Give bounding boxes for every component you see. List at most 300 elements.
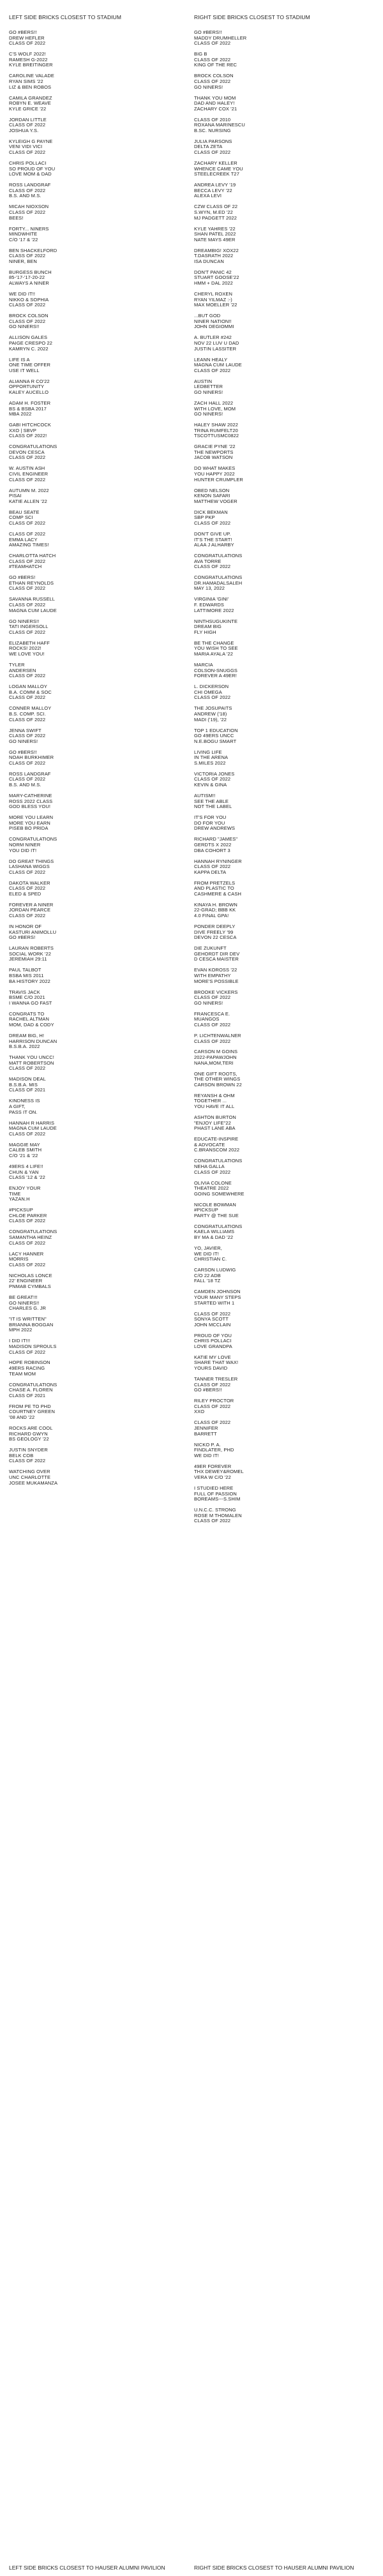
brick-line: COMP SCI: [9, 514, 33, 521]
brick-line: CLASS OF 2022: [9, 558, 46, 564]
brick-line: VERA W C/O '22: [194, 1474, 231, 1480]
brick-line: PROUD OF YOU: [194, 1332, 232, 1338]
brick-inscription: [9, 335, 181, 352]
brick-line: CLASS OF 2010: [194, 116, 231, 123]
brick-line: ZACH HALL 2022: [194, 400, 234, 406]
brick-line: ROBYN E. WEAVE: [9, 100, 51, 107]
brick-line: RICHARD "JAMES": [194, 836, 238, 842]
brick-inscription: [9, 248, 181, 265]
brick-line: LIVING LIFE: [194, 749, 222, 755]
brick-line: FOREVER A 49ER!: [194, 673, 237, 679]
brick-line: GO #BERS!!: [194, 29, 222, 35]
brick-line: LACY HANNER: [9, 1250, 44, 1257]
brick-inscription: [9, 1382, 181, 1399]
brick-inscription: [194, 1246, 373, 1262]
brick-inscription: [194, 881, 373, 897]
brick-line: COLSON-SNUGGS: [194, 667, 237, 673]
brick-line: TSCOTTUSMC0822: [194, 433, 239, 439]
brick-line: ZACHARY KELLER: [194, 160, 237, 167]
brick-line: SEE THE ABLE: [194, 798, 229, 804]
brick-line: NICKO P. A.: [194, 1441, 221, 1448]
brick-line: FORTY... NINERS: [9, 225, 49, 232]
brick-line: PISAI: [9, 493, 22, 499]
brick-inscription: [9, 30, 181, 47]
brick-line: CALEB SMITH: [9, 1147, 42, 1153]
brick-line: GABI HITCHCOCK: [9, 422, 51, 428]
brick-line: CLASS OF 2022: [9, 187, 46, 193]
brick-line: CHI OMEGA: [194, 689, 222, 695]
brick-line: KINDNESS IS: [9, 1098, 40, 1104]
brick-line: BROCK COLSON: [194, 73, 234, 79]
brick-line: CLASS OF 2022: [9, 585, 46, 592]
brick-line: CLASS OF 2022: [194, 149, 231, 156]
brick-line: MADI ('19), '22: [194, 716, 227, 723]
brick-line: GOD BLESS YOU!: [9, 804, 51, 810]
brick-inscription: [194, 1333, 373, 1350]
brick-line: LAURAN ROBERTS: [9, 945, 54, 952]
brick-line: BEN SHACKELFORD: [9, 247, 57, 253]
brick-line: WHENCE CAME YOU: [194, 165, 243, 172]
brick-inscription: [194, 1398, 373, 1415]
brick-inscription: [9, 1317, 181, 1333]
brick-line: CLASS OF 2022: [9, 629, 46, 635]
brick-inscription: [194, 859, 373, 876]
brick-line: GO NINERS!: [194, 1000, 223, 1006]
brick-line: MAY 13, 2022: [194, 585, 225, 592]
brick-line: PASS IT ON.: [9, 1109, 38, 1115]
brick-line: CLASS OF 2022: [9, 733, 46, 739]
brick-inscription: [194, 52, 373, 68]
brick-line: PAUL TALBOT: [9, 967, 41, 973]
brick-line: CLASS OF 2022: [194, 1038, 231, 1044]
brick-inscription: [194, 30, 373, 47]
brick-line: GO #BERS!: [9, 934, 36, 941]
brick-line: CZW CLASS OF 22: [194, 204, 238, 210]
brick-line: MINDWHITE: [9, 231, 38, 237]
brick-inscription: [194, 401, 373, 417]
brick-inscription: [194, 1508, 373, 1524]
brick-line: KATIE ALLEN '22: [9, 498, 47, 504]
brick-inscription: [9, 1186, 181, 1202]
brick-inscription: [9, 641, 181, 657]
brick-line: HANNAH RYNINGER: [194, 858, 242, 864]
brick-line: JOSHUA Y.S.: [9, 127, 39, 133]
brick-line: BEAU SEATE: [9, 509, 40, 515]
brick-line: 49ERS 4 LIFE!!: [9, 1163, 43, 1169]
brick-line: SBP PKP: [194, 514, 215, 521]
left-brick-list: [9, 30, 181, 1486]
brick-line: WE DID IT!: [194, 1250, 219, 1257]
brick-line: AUSTIN: [194, 378, 213, 384]
brick-line: LIFE IS A: [9, 356, 30, 363]
brick-inscription: [9, 357, 181, 374]
brick-line: DEVON CESCA: [9, 449, 45, 455]
brick-line: FROM PE TO PHD: [9, 1403, 51, 1409]
brick-line: CLASS OF 2022: [194, 694, 231, 701]
brick-line: BS GEOLOGY '22: [9, 1436, 49, 1442]
brick-inscription: [194, 1093, 373, 1110]
brick-line: ...BUT GOD: [194, 313, 221, 319]
brick-line: MADISON DEAL: [9, 1076, 46, 1082]
brick-line: GO NINERS!!: [9, 618, 40, 624]
brick-inscription: [9, 706, 181, 723]
brick-inscription: [9, 663, 181, 679]
brick-inscription: [194, 248, 373, 265]
brick-line: EDUCATE-INSPIRE: [194, 1136, 239, 1142]
brick-line: 22' ENGINEER: [9, 1278, 43, 1284]
brick-line: GOING SOMEWHERE: [194, 1190, 244, 1197]
brick-line: BROCK COLSON: [9, 313, 49, 319]
brick-line: OPPORTUNITY: [9, 384, 45, 390]
brick-inscription: [9, 1012, 181, 1028]
brick-line: SO PROUD OF YOU: [9, 165, 56, 172]
brick-inscription: [9, 946, 181, 962]
brick-line: THANK YOU UNCC!: [9, 1054, 54, 1061]
brick-line: I STUDIED HERE: [194, 1485, 234, 1491]
brick-line: CAROLINE VALADE: [9, 73, 54, 79]
brick-line: CLASS OF 2022: [9, 1218, 46, 1224]
brick-line: KYLE YAHRES '22: [194, 225, 236, 232]
brick-line: PNMAB CYMBALS: [9, 1283, 51, 1289]
brick-line: CLASS OF 2022: [9, 885, 46, 892]
brick-line: ROSS 2022 CLASS: [9, 798, 53, 804]
brick-line: FLY HIGH: [194, 629, 216, 635]
brick-line: THEATRE 2022: [194, 1185, 229, 1192]
brick-line: ANDREW ('18): [194, 710, 227, 717]
brick-line: RYAN SIMS '22: [9, 78, 43, 84]
brick-line: PHAST LANE ABA: [194, 1125, 236, 1132]
brick-line: MARCIA: [194, 661, 213, 668]
brick-line: FALL '18 TZ: [194, 1278, 221, 1284]
brick-line: CLASS OF 2022: [9, 1349, 46, 1355]
brick-inscription: [194, 1158, 373, 1175]
brick-inscription: [9, 401, 181, 417]
brick-line: DON'T PANIC 42: [194, 269, 232, 275]
brick-line: CARSON BROWN 22: [194, 1081, 242, 1088]
brick-line: KATIE MY LOVE: [194, 1354, 231, 1360]
brick-line: RILEY PROCTOR: [194, 1398, 234, 1404]
brick-line: CLASS OF 2022: [194, 1310, 231, 1317]
brick-line: BELK COB: [9, 1452, 34, 1458]
brick-line: WATCHING OVER: [9, 1469, 50, 1475]
brick-inscription: [9, 575, 181, 592]
brick-inscription: [9, 990, 181, 1007]
brick-line: ALWAYS A NINER: [9, 280, 49, 287]
brick-line: BS & BSBA 2017: [9, 405, 47, 412]
brick-line: TYLER: [9, 661, 25, 668]
brick-line: CONGRATS TO: [9, 1010, 45, 1017]
brick-line: AVA TORRE: [194, 558, 222, 564]
brick-line: JOSEE MUKAMANZA: [9, 1479, 58, 1486]
brick-line: CONGRATULATIONS: [9, 444, 57, 450]
brick-inscription: [194, 1224, 373, 1241]
brick-line: ZACHARY COX '21: [194, 105, 237, 112]
brick-inscription: [9, 1426, 181, 1442]
brick-line: TEAM MOM: [9, 1370, 36, 1377]
brick-line: YOU DID IT!: [9, 847, 37, 853]
brick-line: MAGNA CUM LAUDE: [9, 1125, 57, 1132]
brick-line: U.N.C.C. STRONG: [194, 1507, 236, 1513]
brick-line: GO NINERS!!: [9, 324, 40, 330]
brick-line: CONGRATULATIONS: [194, 553, 243, 559]
brick-line: OBED NELSON: [194, 487, 230, 493]
brick-line: PONDER DEEPLY: [194, 924, 236, 930]
brick-inscription: [9, 815, 181, 832]
brick-line: CONGRATULATIONS: [194, 1223, 243, 1229]
brick-line: CLASS OF 2022: [9, 209, 46, 215]
brick-line: CLASS OF 2022: [194, 367, 231, 373]
brick-line: CARSON LUDWIG: [194, 1267, 236, 1273]
brick-inscription: [9, 597, 181, 613]
brick-line: CLASS OF 2022: [9, 1458, 46, 1464]
brick-line: YAZAN.H: [9, 1196, 30, 1202]
brick-line: CHRIS POLLACI: [194, 1338, 232, 1344]
brick-inscription: [194, 1420, 373, 1437]
brick-line: #PICKSUP: [9, 1207, 33, 1213]
brick-line: JENNIFER: [194, 1425, 218, 1431]
brick-inscription: [9, 1295, 181, 1312]
brick-inscription: [9, 1121, 181, 1137]
brick-inscription: [194, 292, 373, 308]
brick-line: ROCKS! 2022!: [9, 645, 41, 652]
brick-line: LASHANA WIGGS: [9, 864, 50, 870]
brick-line: MUANGOS: [194, 1016, 220, 1022]
brick-inscription: [194, 663, 373, 679]
brick-line: CHERYL ROXEN: [194, 291, 232, 297]
brick-inscription: [194, 1377, 373, 1393]
brick-line: KAMRYN C. 2022: [9, 345, 49, 352]
brick-line: CLASS OF 2022: [194, 864, 231, 870]
brick-inscription: [194, 1486, 373, 1502]
brick-inscription: [194, 1181, 373, 1197]
brick-inscription: [194, 968, 373, 984]
brick-line: MORE YOU LEARN: [9, 814, 54, 821]
brick-inscription: [9, 881, 181, 897]
brick-line: NATE MAYS 49ER: [194, 236, 236, 243]
brick-line: MAGNA CUM LAUDE: [9, 607, 57, 613]
brick-line: DELTA ZETA: [194, 144, 223, 150]
brick-line: SAMANTHA HEINZ: [9, 1234, 52, 1241]
brick-line: #PICKSUP: [194, 1207, 218, 1213]
brick-line: MAGNA CUM LAUDE: [194, 362, 242, 368]
brick-line: CLASS OF 2021: [9, 1392, 46, 1398]
brick-inscription: [194, 1049, 373, 1066]
brick-line: CONGRATULATIONS: [194, 574, 243, 581]
brick-line: MORRIS: [9, 1256, 29, 1262]
brick-line: WE DID IT!: [194, 1452, 219, 1458]
brick-line: "ENJOY LIFE"22: [194, 1120, 231, 1126]
brick-line: CLASS OF 2022: [9, 1065, 46, 1072]
brick-line: DO GREAT THINGS: [9, 858, 54, 864]
brick-line: XXO: [194, 1409, 205, 1415]
brick-line: FULL OF PASSION: [194, 1490, 237, 1497]
brick-line: HOPE ROBINSON: [9, 1359, 50, 1366]
brick-inscription: [9, 1055, 181, 1072]
brick-inscription: [9, 553, 181, 570]
brick-inscription: [194, 510, 373, 527]
brick-line: KAELA WILLIAMS: [194, 1229, 235, 1235]
brick-line: REYANSH & OHM: [194, 1092, 235, 1098]
brick-line: DREAM BIG: [194, 624, 222, 630]
brick-line: CLASS OF 2022: [194, 1403, 231, 1409]
brick-line: CLASS OF 2022: [9, 520, 46, 526]
brick-line: JULIA PARSONS: [194, 138, 232, 144]
brick-line: MATTHEW VOGER: [194, 498, 237, 504]
brick-line: MADISON SPROULS: [9, 1343, 57, 1349]
brick-line: GERDTS X 2022: [194, 841, 232, 848]
brick-line: DREAM BIG, H!: [9, 1032, 45, 1038]
brick-line: ANDERSEN: [9, 667, 36, 673]
brick-line: CONGRATULATIONS: [9, 836, 57, 842]
brick-line: C.BRANSCOM 2022: [194, 1147, 240, 1153]
brick-line: C/O '17 & '22: [9, 236, 38, 243]
brick-line: AUTISM!!: [194, 793, 216, 799]
brick-line: CLASS OF 2022: [9, 1239, 46, 1246]
brick-line: B.S.B.A. 2022: [9, 1044, 40, 1050]
brick-inscription: [9, 227, 181, 243]
brick-line: MORE YOU EARN: [9, 820, 50, 826]
brick-line: BECCA LEVY '22: [194, 187, 232, 193]
brick-line: B.S. AND M.S.: [9, 782, 41, 788]
brick-line: CLASS OF 2022: [9, 253, 46, 259]
brick-line: STUART GOOSE'22: [194, 274, 239, 281]
brick-line: C/O 22 ADB: [194, 1272, 221, 1278]
brick-line: MOM, DAD & CODY: [9, 1021, 54, 1028]
brick-inscription: [9, 423, 181, 439]
brick-line: CLASS OF 2022: [194, 56, 231, 63]
brick-line: GO #BERS!: [9, 574, 36, 581]
brick-line: CLASS OF 2022: [9, 1130, 46, 1137]
brick-line: ONE GIFT ROOTS,: [194, 1070, 237, 1077]
brick-line: BRIANNA BOGGAN: [9, 1321, 54, 1328]
brick-line: ELIZABETH HAFF: [9, 640, 50, 646]
brick-inscription: [9, 292, 181, 308]
brick-line: CLASS OF 2022: [194, 40, 231, 47]
brick-inscription: [9, 117, 181, 134]
brick-line: YOUR MANY STEPS: [194, 1294, 241, 1300]
brick-inscription: [194, 553, 373, 570]
brick-inscription: [194, 1464, 373, 1481]
brick-line: D CESCA MAISTER: [194, 956, 239, 962]
brick-line: NICHOLAS LONCE: [9, 1272, 52, 1278]
brick-line: BEES!: [9, 214, 24, 221]
brick-line: FROM PRETZELS: [194, 880, 236, 886]
brick-line: GO NINERS!: [9, 738, 38, 744]
brick-line: CHARLOTTA HATCH: [9, 553, 56, 559]
brick-inscription: [194, 1268, 373, 1284]
right-column: [194, 14, 373, 1529]
brick-inscription: [9, 379, 181, 396]
brick-inscription: [194, 96, 373, 112]
brick-line: ISA DUNCAN: [194, 258, 224, 264]
brick-inscription: [194, 597, 373, 613]
brick-line: TRINA RUMFELT20: [194, 427, 238, 433]
brick-inscription: [9, 1273, 181, 1290]
brick-line: CONGRATULATIONS: [9, 1229, 57, 1235]
brick-line: ROSS LANDGRAF: [9, 182, 51, 188]
brick-line: LOVE MOM & DAD: [9, 171, 52, 177]
brick-line: CLASS OF 2022: [194, 1381, 231, 1388]
brick-line: & ADVOCATE: [194, 1141, 225, 1148]
brick-line: XXO | SBVP: [9, 427, 36, 433]
brick-line: DIE ZUKUNFT: [194, 945, 227, 952]
brick-line: YOU HAVE IT ALL: [194, 1104, 235, 1110]
brick-line: ETHAN REYNOLDS: [9, 580, 54, 586]
brick-line: TOGETHER ...: [194, 1098, 227, 1104]
brick-line: N.E.BOGU SMART: [194, 738, 237, 744]
brick-inscription: [194, 1072, 373, 1088]
brick-line: ROXANA MARINESCU: [194, 122, 245, 128]
brick-inscription: [194, 73, 373, 90]
left-column: [9, 14, 181, 1492]
brick-line: S.WYN, M.ED '22: [194, 209, 233, 215]
brick-inscription: [9, 1208, 181, 1224]
brick-line: CLASS '12 & '22: [9, 1174, 45, 1181]
brick-inscription: [9, 139, 181, 156]
brick-inscription: [194, 1115, 373, 1132]
brick-line: BARRETT: [194, 1430, 217, 1437]
brick-line: TIME: [9, 1190, 21, 1197]
brick-line: DEVON 22 CESCA: [194, 934, 237, 941]
brick-line: JUSTIN SNYDER: [9, 1447, 48, 1453]
brick-line: MAX MOELLER '22: [194, 302, 237, 308]
brick-line: THE NEWPORTS: [194, 449, 234, 455]
brick-line: KYLEIGH G PAYNE: [9, 138, 53, 144]
brick-inscription: [194, 313, 373, 330]
brick-inscription: [9, 1338, 181, 1355]
brick-inscription: [194, 335, 373, 352]
brick-inscription: [194, 488, 373, 505]
brick-line: ALLISON GALES: [9, 334, 48, 341]
brick-inscription: [9, 968, 181, 984]
brick-line: S.MILES 2022: [194, 760, 226, 766]
brick-line: ELED & SPED: [9, 890, 41, 897]
brick-line: SAVANNA RUSSELL: [9, 596, 56, 603]
brick-inscription: [194, 444, 373, 461]
brick-inscription: [194, 161, 373, 177]
brick-line: ALIANNA R CO'22: [9, 378, 50, 384]
brick-inscription: [9, 684, 181, 701]
brick-line: KINAYA H. BROWN: [194, 901, 237, 908]
brick-line: FINDLATER, PHD: [194, 1447, 234, 1453]
brick-line: CLASS OF 2022: [9, 149, 46, 156]
brick-line: PISEB BO PRIDA: [9, 825, 49, 832]
brick-line: NIKKO & SOPHIA: [9, 296, 49, 303]
brick-inscription: [9, 183, 181, 199]
brick-line: RYAN YILMAZ :-): [194, 296, 232, 303]
brick-line: KAPPA DELTA: [194, 869, 227, 875]
brick-line: SHAN PATEL 2022: [194, 231, 236, 237]
brick-line: NOV 22 LUV U DAD: [194, 340, 239, 346]
brick-line: B.SC. NURSING: [194, 127, 231, 133]
brick-line: HUNTER CRUMPLER: [194, 476, 243, 483]
brick-line: B.A. COMM & SOC: [9, 689, 52, 695]
brick-line: NANA,MOM,TERI: [194, 1060, 234, 1066]
right-brick-list: [194, 30, 373, 1524]
brick-line: CHLOE PARKER: [9, 1212, 47, 1218]
brick-inscription: [194, 227, 373, 243]
brick-inscription: [194, 1012, 373, 1028]
brick-line: DIVE FREELY '99: [194, 929, 234, 935]
brick-line: SOCIAL WORK '22: [9, 950, 52, 957]
brick-inscription: [9, 161, 181, 177]
brick-line: GRACIE PYNE '22: [194, 444, 236, 450]
brick-inscription: [9, 1142, 181, 1159]
brick-line: OLIVIA COLONE: [194, 1179, 232, 1186]
brick-inscription: [9, 728, 181, 745]
brick-line: HALEY SHAW 2022: [194, 422, 239, 428]
brick-line: JORDAN LITTLE: [9, 116, 47, 123]
